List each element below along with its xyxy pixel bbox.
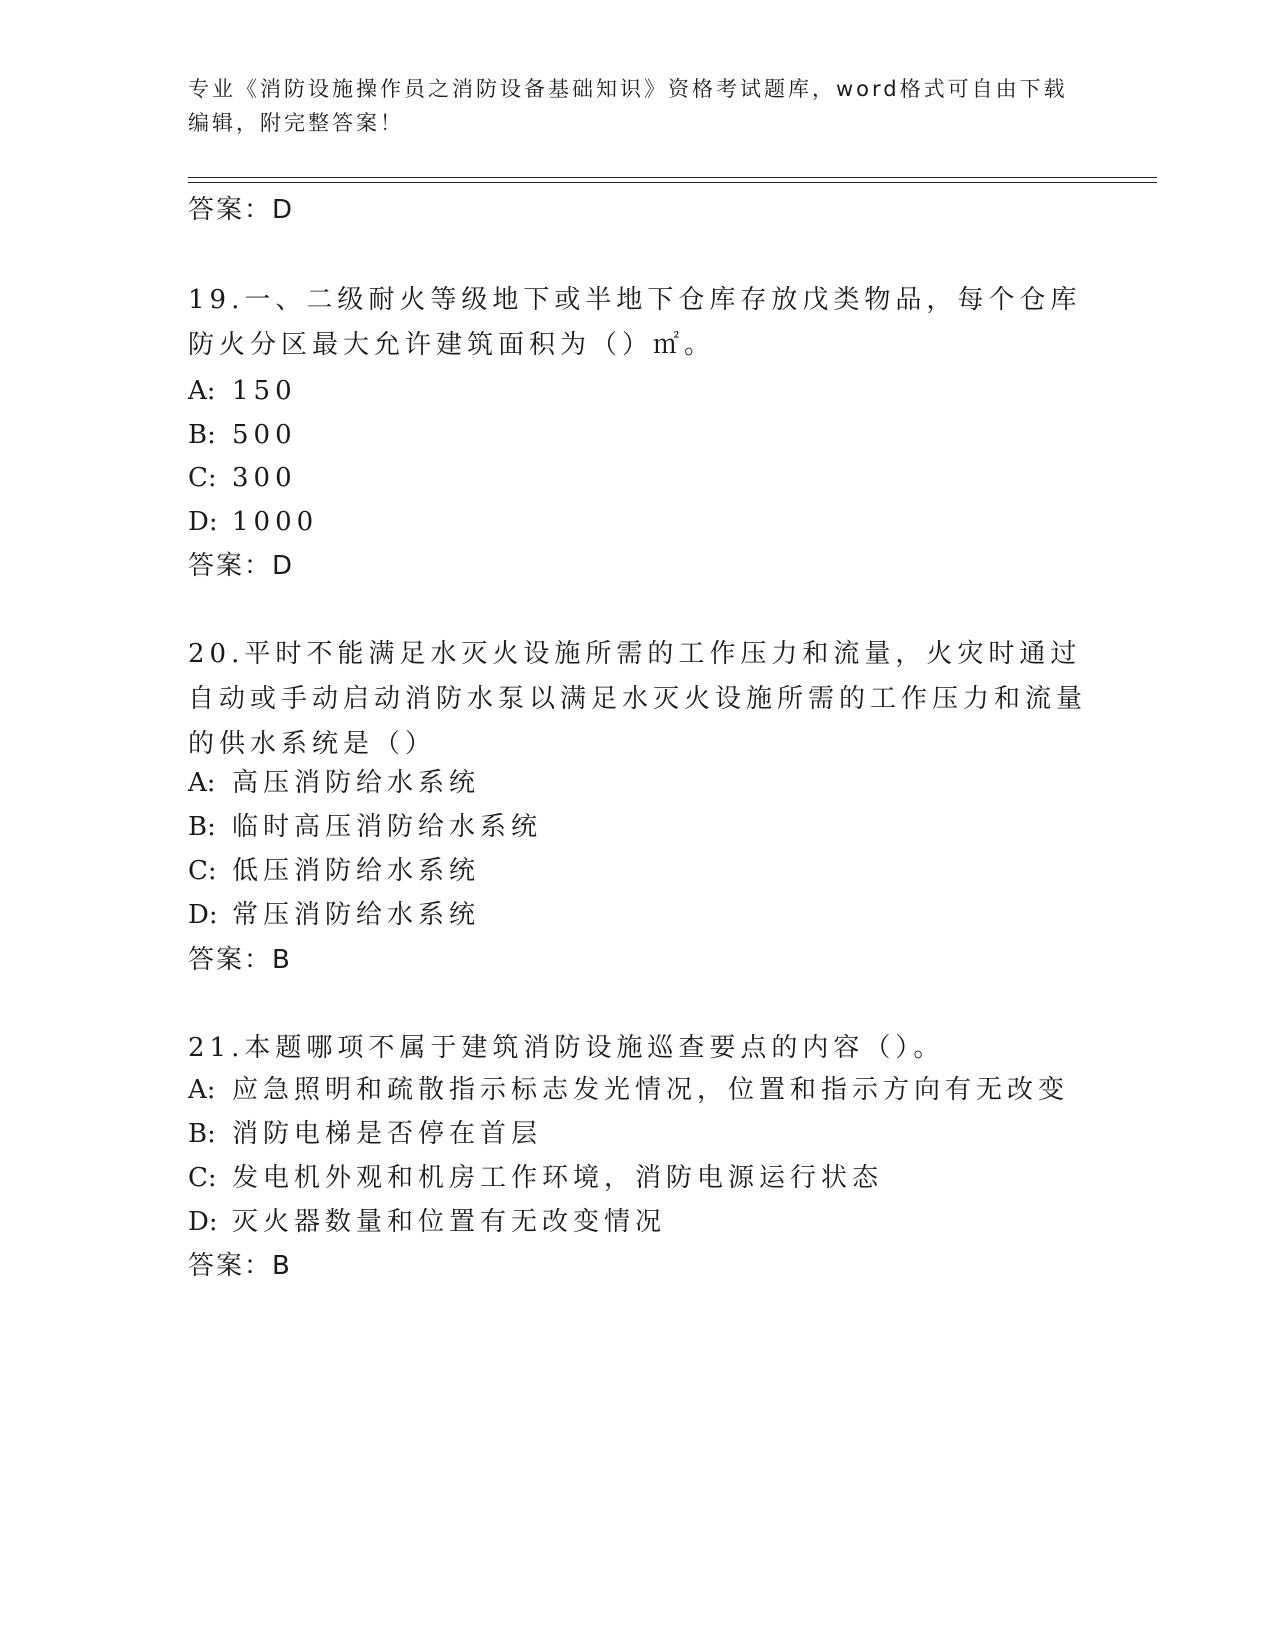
question-21-option-a: [188, 1072, 1108, 1108]
option-key: B:: [188, 812, 216, 842]
option-text: 150: [232, 376, 297, 406]
answer-value: D: [272, 551, 294, 581]
question-21-text: 21.本题哪项不属于建筑消防设施巡查要点的内容（）。: [188, 1033, 945, 1063]
option-key: C:: [188, 856, 217, 886]
answer-label: 答案：: [188, 945, 273, 975]
answer-label: 答案：: [188, 195, 273, 225]
option-text: 临时高压消防给水系统: [232, 812, 543, 842]
option-text: 消防电梯是否停在首层: [232, 1119, 543, 1149]
option-key: B:: [188, 420, 216, 450]
question-20-answer: [188, 942, 291, 978]
answer-line: [188, 192, 293, 228]
header-divider-secondary: [188, 182, 1157, 183]
option-text: 常压消防给水系统: [232, 900, 481, 930]
option-key: A:: [188, 376, 216, 406]
option-key: B:: [188, 1119, 216, 1149]
question-20-option-a: [188, 765, 1108, 801]
question-19-text: 19.一、二级耐火等级地下或半地下仓库存放戊类物品，每个仓库防火分区最大允许建筑面积为（）㎡。: [188, 285, 1082, 360]
question-19-answer: [188, 548, 293, 584]
question-19-option-b: [188, 417, 1108, 453]
option-text: 300: [232, 463, 297, 493]
answer-value: B: [272, 945, 291, 975]
question-21-option-d: [188, 1204, 1108, 1240]
option-text: 灭火器数量和位置有无改变情况: [232, 1207, 667, 1237]
question-19-option-d: [188, 504, 1108, 540]
option-text: 应急照明和疏散指示标志发光情况，位置和指示方向有无改变: [232, 1075, 1070, 1105]
answer-label: 答案：: [188, 1251, 273, 1281]
option-key: A:: [188, 768, 216, 798]
option-text: 1000: [232, 507, 319, 537]
option-key: C:: [188, 463, 217, 493]
option-text: 发电机外观和机房工作环境，消防电源运行状态: [232, 1163, 884, 1193]
answer-value: B: [272, 1251, 291, 1281]
answer-value: D: [272, 195, 294, 225]
question-21-answer: [188, 1248, 291, 1284]
answer-label: 答案：: [188, 551, 273, 581]
question-20-text: 20.平时不能满足水灭火设施所需的工作压力和流量，火灾时通过自动或手动启动消防水泵以满足水灭火设施所需的工作压力和流量的供水系统是（）: [188, 639, 1088, 759]
option-key: D:: [188, 507, 218, 537]
question-21-option-b: [188, 1116, 1108, 1152]
question-21-option-c: [188, 1160, 1108, 1196]
question-20-option-d: [188, 897, 1108, 933]
option-key: D:: [188, 900, 218, 930]
option-key: A:: [188, 1075, 216, 1105]
option-text: 低压消防给水系统: [232, 856, 481, 886]
question-20-option-b: [188, 809, 1108, 845]
header-divider: [188, 177, 1157, 178]
question-19-option-c: [188, 460, 1108, 496]
option-key: C:: [188, 1163, 217, 1193]
document-header: 专业《消防设施操作员之消防设备基础知识》资格考试题库，word格式可自由下载编辑，附完整答案！: [188, 77, 1068, 135]
option-text: 高压消防给水系统: [232, 768, 481, 798]
option-key: D:: [188, 1207, 218, 1237]
option-text: 500: [232, 420, 297, 450]
question-19-option-a: [188, 373, 1108, 409]
question-20-option-c: [188, 853, 1108, 889]
